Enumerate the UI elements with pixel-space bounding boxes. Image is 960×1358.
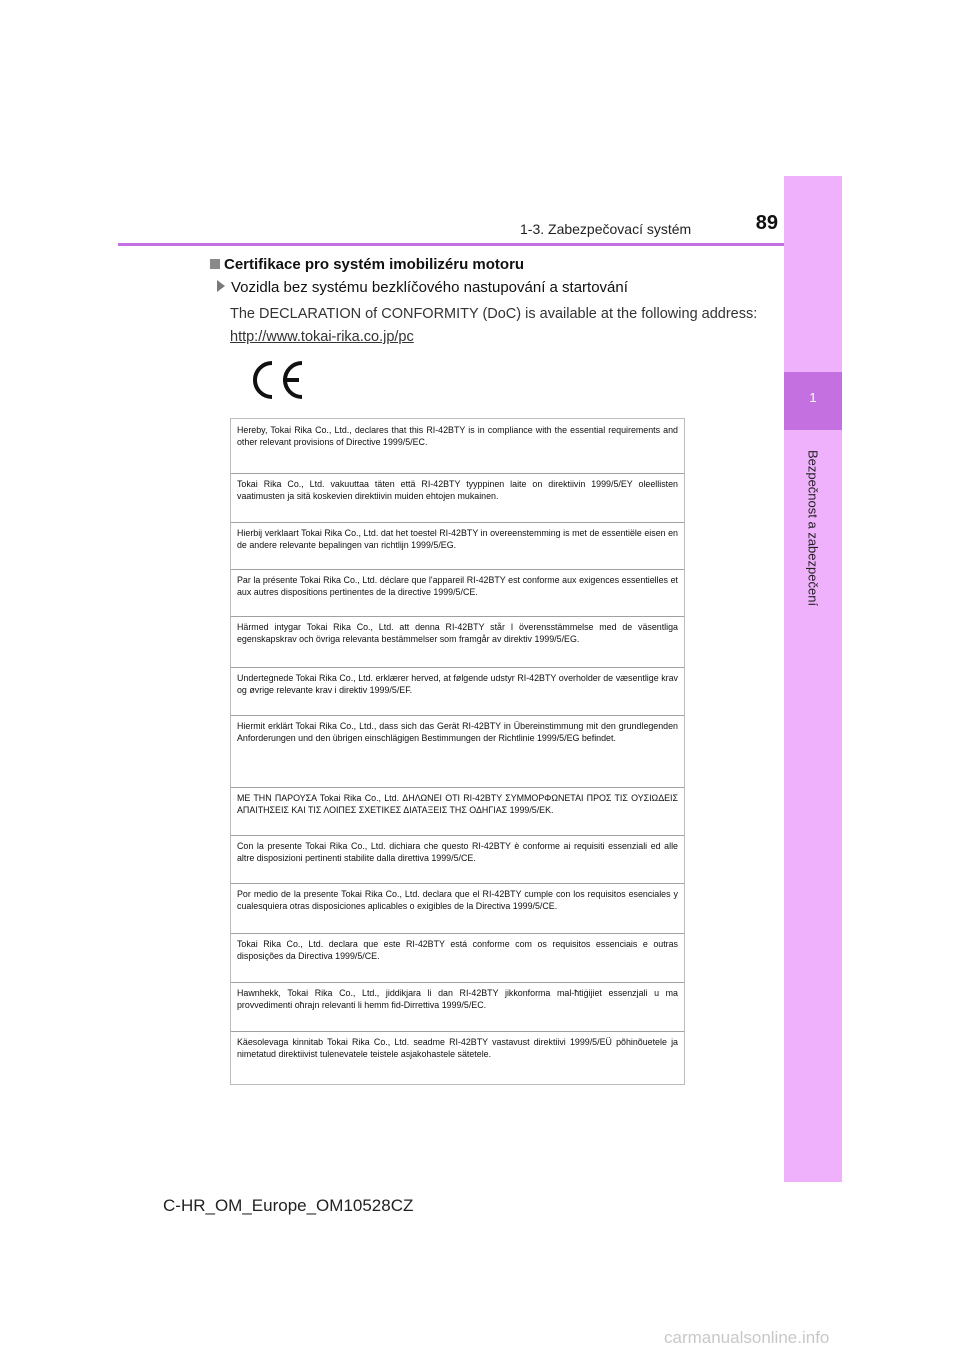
square-bullet-icon bbox=[210, 259, 220, 269]
declaration-da: Undertegnede Tokai Rika Co., Ltd. erklærer herved, at følgende udstyr RI-42BTY overholder de væsentlige krav og øvrige relevante krav i direktiv 1999/5/EF. bbox=[237, 673, 678, 696]
declaration-et: Käesolevaga kinnitab Tokai Rika Co., Ltd. seadme RI-42BTY vastavust direktiivi 1999/5/EÜ põhinõuetele ja nimetatud direktiivist tulenevatele teistele asjakohastele sätetele. bbox=[237, 1037, 678, 1060]
chapter-number: 1 bbox=[809, 390, 817, 405]
declaration-mt: Hawnhekk, Tokai Rika Co., Ltd., jiddikjara li dan RI-42BTY jikkonforma mal-ħtiġijiet essenzjali u ma provvedimenti oħrajn relevanti li hemm fid-Dirrettiva 1999/5/EC. bbox=[237, 988, 678, 1011]
declaration-fr: Par la présente Tokai Rika Co., Ltd. déclare que l'appareil RI-42BTY est conforme aux exigences essentielles et aux autres dispositions pertinentes de la directive 1999/5/CE. bbox=[237, 575, 678, 598]
declaration-fi: Tokai Rika Co., Ltd. vakuuttaa täten että RI-42BTY tyyppinen laite on direktiivin 1999/5/EY oleellisten vaatimusten ja sitä koskevien direktiivin muiden ehtojen mukainen. bbox=[237, 479, 678, 502]
section-title: 1-3. Zabezpečovací systém bbox=[520, 221, 692, 237]
watermark: carmanualsonline.info bbox=[664, 1328, 830, 1347]
declaration-sv: Härmed intygar Tokai Rika Co., Ltd. att denna RI-42BTY står I överensstämmelse med de väsentliga egenskapskrav och övriga relevanta bestämmelser som framgår av direktiv 1999/5/EG. bbox=[237, 622, 678, 645]
doc-availability-line: The DECLARATION of CONFORMITY (DoC) is available at the following address: bbox=[230, 306, 758, 322]
section-heading-text: Certifikace pro systém imobilizéru motoru bbox=[224, 256, 525, 273]
declaration-pt: Tokai Rika Co., Ltd. declara que este RI-42BTY está conforme com os requisitos essenciais e outras disposições da Directiva 1999/5/CE. bbox=[237, 939, 678, 962]
declaration-el: ΜΕ ΤΗΝ ΠΑΡΟΥΣΑ Tokai Rika Co., Ltd. ΔΗΛΩΝΕΙ ΟΤΙ RI-42BTY ΣΥΜΜΟΡΦΩΝΕΤΑΙ ΠΡΟΣ ΤΙΣ ΟΥΣΙΩΔΕΙΣ ΑΠΑΙΤΗΣΕΙΣ ΚΑΙ ΤΙΣ ΛΟΙΠΕΣ ΣΧΕΤΙΚΕΣ ΔΙΑΤΑΞΕΙΣ ΤΗΣ ΟΔΗΓΙΑΣ 1999/5/ΕΚ. bbox=[237, 793, 678, 816]
chapter-side-band bbox=[784, 176, 842, 1182]
chapter-title: Bezpečnost a zabezpečení bbox=[805, 449, 821, 607]
section-heading bbox=[210, 256, 524, 273]
declaration-de: Hiermit erklärt Tokai Rika Co., Ltd., dass sich das Gerät RI-42BTY in Übereinstimmung mit den grundlegenden Anforderungen und den übrigen einschlägigen Bestimmungen der Richtlinie 1999/5/EG befindet. bbox=[237, 721, 678, 744]
header-rule bbox=[118, 243, 784, 246]
page-number: 89 bbox=[755, 212, 778, 234]
declaration-en: Hereby, Tokai Rika Co., Ltd., declares that this RI-42BTY is in compliance with the essential requirements and other relevant provisions of Directive 1999/5/EC. bbox=[237, 425, 678, 448]
subheading-text: Vozidla bez systému bezklíčového nastupování a startování bbox=[231, 279, 628, 296]
manual-code: C-HR_OM_Europe_OM10528CZ bbox=[163, 1196, 414, 1215]
declarations-box bbox=[230, 418, 685, 1085]
ce-mark-icon bbox=[246, 359, 306, 401]
doc-url-link[interactable]: http://www.tokai-rika.co.jp/pc bbox=[230, 329, 414, 345]
declaration-es: Por medio de la presente Tokai Rika Co., Ltd. declara que el RI-42BTY cumple con los requisitos esenciales y cualesquiera otras disposiciones aplicables o exigibles de la Directiva 1999/5/CE. bbox=[237, 889, 678, 912]
triangle-bullet-icon bbox=[217, 280, 225, 292]
declaration-nl: Hierbij verklaart Tokai Rika Co., Ltd. dat het toestel RI-42BTY in overeenstemming is met de essentiële eisen en de andere relevante bepalingen van richtlijn 1999/5/EG. bbox=[237, 528, 678, 551]
declaration-it: Con la presente Tokai Rika Co., Ltd. dichiara che questo RI-42BTY è conforme ai requisiti essenziali ed alle altre disposizioni pertinenti stabilite dalla direttiva 1999/5/CE. bbox=[237, 841, 678, 864]
subheading bbox=[217, 279, 628, 296]
